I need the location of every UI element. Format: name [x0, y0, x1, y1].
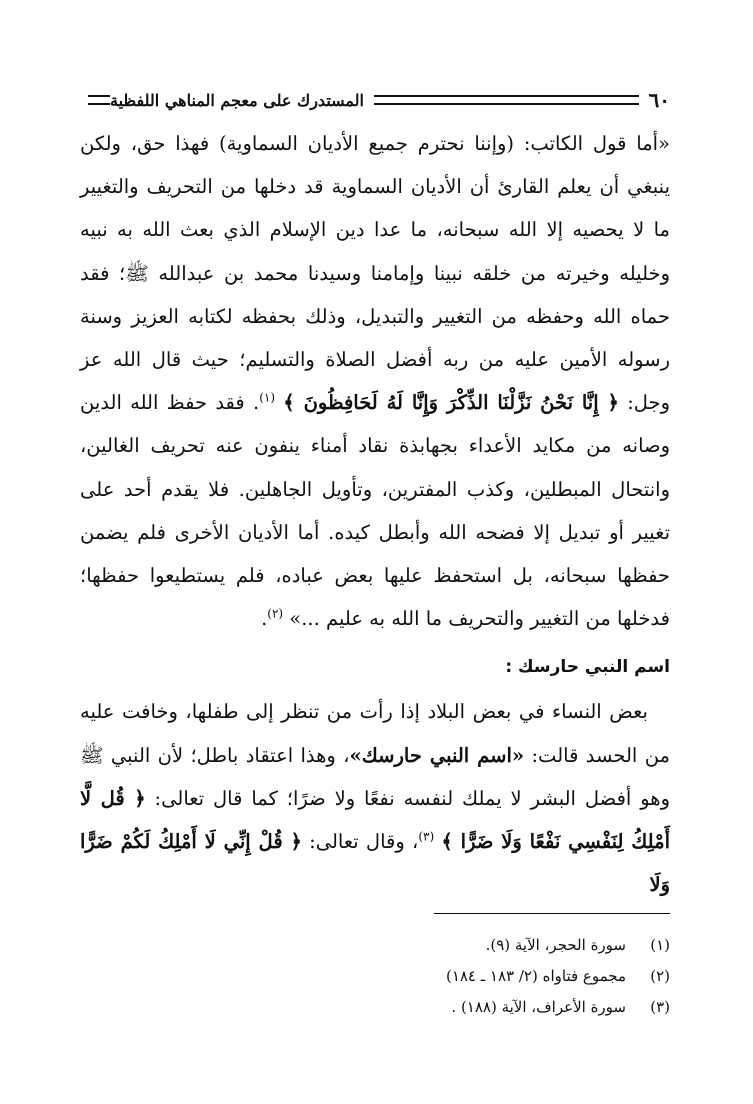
bold-phrase: «اسم النبي حارسك»	[349, 743, 525, 767]
paragraph-2-text-b: ، وهذا اعتقاد باطل؛ لأن النبي ﷺ وهو أفضل البشر لا يملك لنفسه نفعًا ولا ضرًا؛ كما قال تعالى:	[80, 743, 670, 810]
quran-verse-2: ﴿ قُل لَّا أَمْلِكُ لِنَفْسِي نَفْعًا وَلَا ضَرًّا ﴾	[80, 786, 670, 854]
running-header	[80, 86, 670, 114]
footnotes	[80, 930, 670, 1023]
paragraph-2-text-a: بعض النساء في بعض البلاد إذا رأت من تنظر إلى طفلها، وخافت عليه من الحسد قالت:	[80, 700, 670, 767]
footnote-text: مجموع فتاواه (٢/ ١٨٣ ـ ١٨٤)	[445, 967, 626, 985]
footnote-separator	[434, 913, 670, 914]
quran-verse-1: ﴿ إِنَّا نَحْنُ نَزَّلْنَا الذِّكْرَ وَإِنَّا لَهُ لَحَافِظُونَ ﴾	[283, 391, 619, 415]
quran-verse-3: ﴿ قُلْ إِنِّي لَا أَمْلِكُ لَكُمْ ضَرًّا وَلَا	[80, 830, 670, 897]
footnote-number: (٢)	[650, 967, 670, 985]
header-rule-end	[88, 95, 110, 105]
paragraph-1-end: .	[261, 607, 268, 631]
paragraph-2-text-c: ، وقال تعالى:	[301, 830, 419, 854]
footnote-ref-2: (٢)	[267, 606, 284, 621]
book-title: المستدرك على معجم المناهي اللفظية	[110, 90, 364, 110]
paragraph-2	[80, 690, 670, 906]
footnote-number: (٣)	[650, 998, 670, 1016]
page-number: ٦٠	[648, 88, 670, 112]
paragraph-1-text-b: . فقد حفظ الله الدين وصانه من مكايد الأعداء بجهابذة نقاد أمناء ينفون عنه تحريف الغالين، وانتحال المبطلين، وكذب المفترين، وتأويل الجاهلين. فلا يقدم أحد على تغيير أو تبديل إلا فضحه الله وأبطل كيده. أما الأديان الأخرى فلم يضمن حفظها سبحانه، بل استحفظ عليها بعض عباده، فلم يستطيعوا حفظها؛ فدخلها من التغيير والتحريف ما الله به عليم ...»	[80, 391, 670, 631]
header-rule	[374, 95, 639, 105]
footnote-item	[80, 961, 670, 992]
footnote-ref-3: (٣)	[418, 829, 435, 844]
paragraph-1-text-a: «أما قول الكاتب: (وإننا نحترم جميع الأديان السماوية) فهذا حق، ولكن ينبغي أن يعلم القارئ أن الأديان السماوية قد دخلها من التحريف والتغيير ما لا يحصيه إلا الله سبحانه، ما عدا دين الإسلام الذي بعث الله به نبيه وخليله وخيرته من خلقه نبينا وإمامنا وسيدنا محمد بن عبدالله ﷺ؛ فقد حماه الله وحفظه من التغيير والتبديل، وذلك بحفظه لكتابه العزيز وسنة رسوله الأمين عليه من ربه أفضل الصلاة والتسليم؛ حيث قال الله عز وجل:	[80, 132, 671, 415]
section-heading: اسم النبي حارسك :	[505, 657, 670, 678]
footnote-item	[80, 992, 670, 1023]
paragraph-1	[80, 122, 670, 640]
footnote-text: سورة الأعراف، الآية (١٨٨) .	[451, 998, 626, 1016]
footnote-number: (١)	[650, 936, 670, 954]
footnote-text: سورة الحجر، الآية (٩).	[485, 936, 626, 954]
main-text	[80, 122, 670, 906]
footnote-item	[80, 930, 670, 961]
footnote-ref-1: (١)	[259, 390, 276, 405]
